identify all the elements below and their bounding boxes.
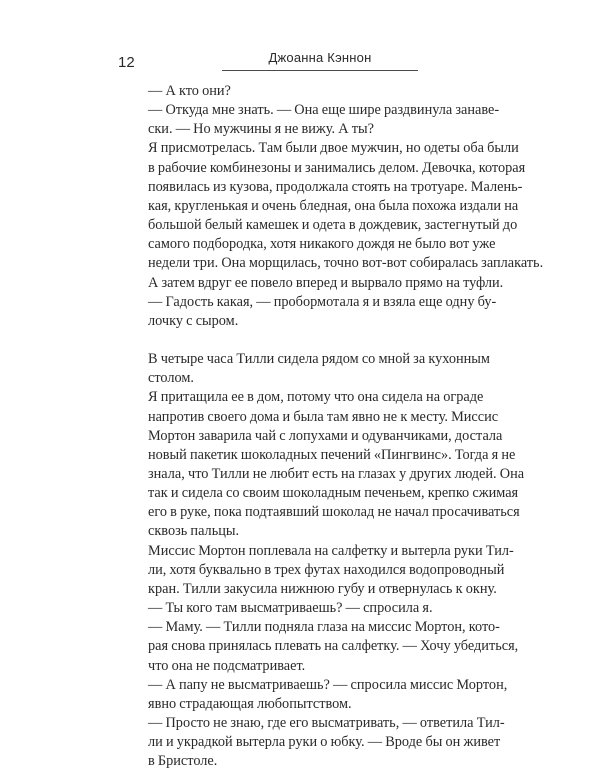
text-line: недели три. Она морщилась, точно вот-вот собиралась заплакать.	[148, 255, 544, 272]
text-line: — Гадость какая, — пробормотала я и взяла еще одну бу-	[148, 293, 497, 310]
text-line: его в руке, пока подтаявший шоколад не начал просачиваться	[148, 504, 520, 521]
header-rule	[222, 70, 418, 71]
paragraph	[131, 618, 519, 675]
text-line: ли и украдкой вытерла руки о юбку. — Вроде бы он живет	[148, 734, 501, 751]
paragraph	[131, 676, 508, 714]
running-head: Джоанна Кэннон	[268, 50, 372, 65]
paragraph	[131, 293, 497, 331]
paragraph	[131, 542, 514, 599]
text-line: А затем вдруг ее повело вперед и вырвало прямо на туфли.	[148, 274, 504, 291]
section-break	[131, 331, 474, 350]
text-line: кая, кругленькая и очень бледная, она была похожа издали на	[148, 197, 519, 214]
text-line: сквозь пальцы.	[148, 523, 240, 540]
text-line: Я присмотрелась. Там были двое мужчин, но одеты оба были	[148, 140, 519, 157]
text-line: — Маму. — Тилли подняла глаза на миссис Мортон, кото-	[148, 619, 500, 636]
text-line: — Откуда мне знать. — Она еще шире раздвинула занаве-	[148, 102, 500, 119]
paragraph	[131, 101, 500, 139]
text-line: Мортон заварила чай с лопухами и одуванчиками, достала	[148, 427, 503, 444]
paragraph	[131, 388, 525, 541]
paragraph	[131, 599, 474, 618]
text-line: ски. — Но мужчины я не вижу. А ты?	[148, 121, 374, 138]
text-line: столом.	[148, 370, 194, 387]
text-line: — Ты кого там высматриваешь? — спросила я.	[148, 600, 433, 617]
text-line: кран. Тилли закусила нижнюю губу и отвернулась к окну.	[148, 580, 497, 597]
paragraph	[131, 82, 474, 101]
text-line: появилась из кузова, продолжала стоять на тротуаре. Малень-	[148, 178, 523, 195]
text-line: что она не подсматривает.	[148, 657, 306, 674]
text-line: В четыре часа Тилли сидела рядом со мной за кухонным	[148, 351, 490, 368]
text-line: новый пакетик шоколадных печений «Пингвинс». Тогда я не	[148, 446, 516, 463]
text-line: напротив своего дома и была там явно не к месту. Миссис	[148, 408, 499, 425]
paragraph	[131, 350, 490, 388]
text-line: в Бристоле.	[148, 753, 218, 770]
text-line: в рабочие комбинезоны и занимались делом. Девочка, которая	[148, 159, 526, 176]
text-line: самого подбородка, хотя никакого дождя не было вот уже	[148, 236, 496, 253]
body-text	[131, 82, 544, 771]
page-number: 12	[118, 54, 135, 71]
text-line: явно страдающая любопытством.	[148, 695, 352, 712]
text-line: Я притащила ее в дом, потому что она сидела на ограде	[148, 389, 484, 406]
text-line: так и сидела со своим шоколадным печеньем, крепко сжимая	[148, 485, 519, 502]
text-line: знала, что Тилли не любит есть на глазах у других людей. Она	[148, 465, 525, 482]
paragraph	[131, 139, 544, 292]
text-line: — Просто не знаю, где его высматривать, — ответила Тил-	[148, 715, 505, 731]
text-line: рая снова принялась плевать на салфетку. — Хочу убедиться,	[148, 638, 519, 655]
text-line: ли, хотя буквально в трех футах находился водопроводный	[148, 561, 505, 578]
paragraph	[131, 714, 505, 771]
text-line: лочку с сыром.	[148, 312, 239, 329]
text-line: большой белый камешек и одета в дождевик, застегнутый до	[148, 217, 518, 234]
text-line: — А кто они?	[148, 83, 231, 99]
text-line: Миссис Мортон поплевала на салфетку и вытерла руки Тил-	[148, 542, 514, 559]
text-line: — А папу не высматриваешь? — спросила миссис Мортон,	[148, 676, 508, 693]
